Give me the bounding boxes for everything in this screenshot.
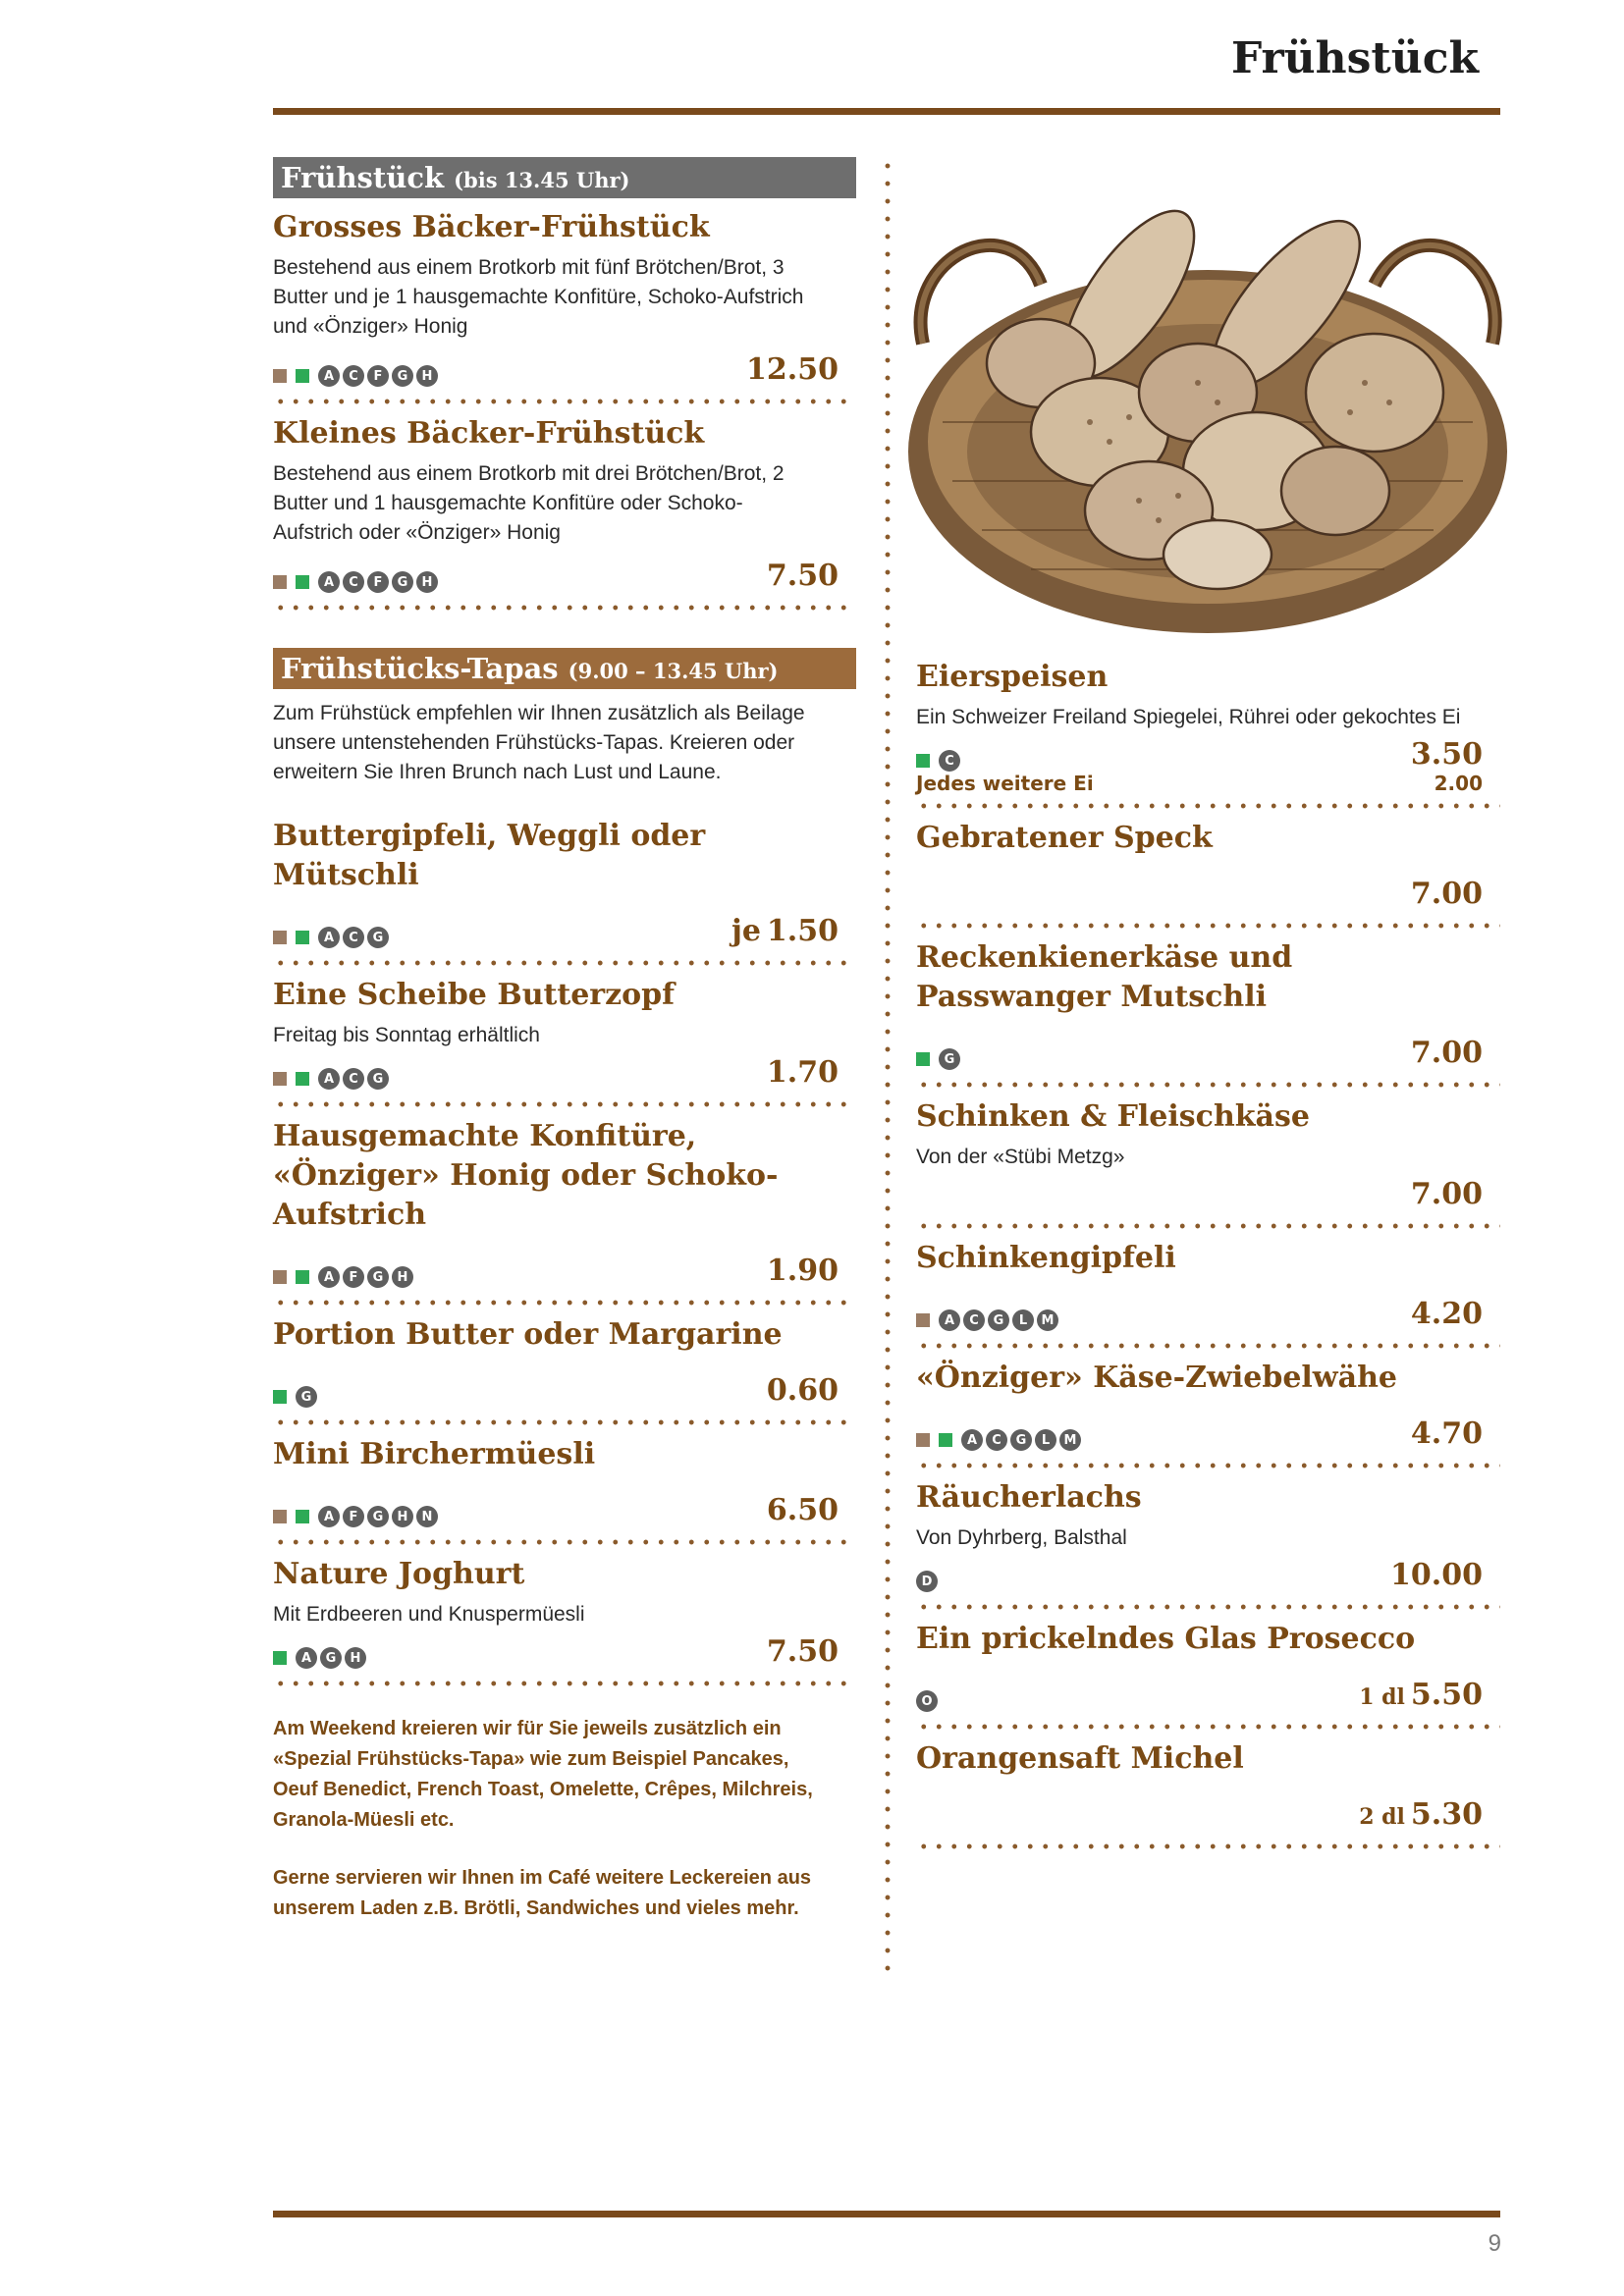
menu-item: [273, 1107, 856, 1306]
allergen-icon: A: [318, 1506, 340, 1527]
item-price: 3.50: [1410, 737, 1483, 772]
weekend-note: Am Weekend kreieren wir für Sie jeweils zusätzlich ein «Spezial Frühstücks-Tapa» wie zum Beispiel Pancakes, Oeuf Benedict, French Toast, Omelette, Crêpes, Milchreis, Granola-Müesli etc.: [273, 1718, 813, 1831]
bakery-square-icon: [273, 931, 287, 944]
item-description: Freitag bis Sonntag erhältlich: [273, 1024, 540, 1046]
top-divider: [273, 108, 1500, 115]
item-price: 6.50: [766, 1493, 839, 1527]
allergen-icon: C: [343, 927, 364, 948]
vegetarian-square-icon: [296, 1510, 309, 1523]
menu-item: [273, 198, 856, 404]
vegetarian-square-icon: [296, 931, 309, 944]
menu-item: [916, 929, 1500, 1088]
item-price: 4.70: [1410, 1416, 1483, 1451]
section-intro: Zum Frühstück empfehlen wir Ihnen zusätzlich als Beilage unsere untenstehenden Frühstücks-Tapas. Kreieren oder erweitern Sie Ihren Brunch nach Lust und Laune.: [273, 702, 805, 783]
allergen-icon: C: [343, 365, 364, 387]
menu-item: [273, 1545, 856, 1686]
allergen-icons: [273, 1647, 366, 1669]
item-price: 1.50: [766, 914, 839, 948]
item-description: Von der «Stübi Metzg»: [916, 1146, 1125, 1168]
allergen-icons: [273, 1068, 389, 1090]
allergen-icon: C: [939, 750, 960, 772]
allergen-icon: F: [343, 1266, 364, 1288]
item-price: 5.50: [1410, 1678, 1483, 1712]
allergen-icons: [273, 365, 438, 387]
item-description: Bestehend aus einem Brotkorb mit fünf Brötchen/Brot, 3 Butter und je 1 hausgemachte Konfitüre, Schoko-Aufstrich und «Önziger» Honig: [273, 256, 804, 338]
allergen-icon: A: [318, 1068, 340, 1090]
item-price: 10.00: [1390, 1558, 1483, 1592]
item-name: Kleines Bäcker-Frühstück: [273, 416, 705, 451]
item-price: 12.50: [746, 352, 839, 387]
item-price: 7.00: [1410, 1177, 1483, 1211]
allergen-icon: C: [343, 1068, 364, 1090]
section-title: Frühstücks-Tapas: [281, 652, 559, 685]
allergen-icon: A: [961, 1429, 983, 1451]
allergen-icon: G: [392, 571, 413, 593]
allergen-icon: G: [367, 1506, 389, 1527]
allergen-icons: [916, 1571, 938, 1592]
allergen-icon: F: [343, 1506, 364, 1527]
section-header-fruehstueck: [273, 157, 856, 198]
vegetarian-square-icon: [296, 369, 309, 383]
item-name: Schinkengipfeli: [916, 1241, 1176, 1275]
allergen-icon: H: [416, 571, 438, 593]
menu-item: [916, 1468, 1500, 1610]
allergen-icons: [273, 927, 389, 948]
item-name: Eierspeisen: [916, 660, 1109, 694]
allergen-icon: H: [392, 1266, 413, 1288]
vegetarian-square-icon: [916, 1052, 930, 1066]
item-description: Bestehend aus einem Brotkorb mit drei Brötchen/Brot, 2 Butter und 1 hausgemachte Konfitüre oder Schoko-Aufstrich oder «Önziger» Honig: [273, 462, 785, 544]
allergen-icon: A: [318, 1266, 340, 1288]
menu-item: [916, 809, 1500, 929]
column-divider: [885, 157, 891, 1983]
allergen-icon: F: [367, 365, 389, 387]
allergen-icons: [916, 1429, 1081, 1451]
menu-item: [273, 1425, 856, 1545]
allergen-icon: L: [1012, 1309, 1034, 1331]
item-name: Eine Scheibe Butterzopf: [273, 978, 676, 1012]
item-name: «Önziger» Käse-Zwiebelwähe: [916, 1361, 1397, 1395]
allergen-icons: [273, 1386, 317, 1408]
allergen-icon: M: [1037, 1309, 1058, 1331]
vegetarian-square-icon: [296, 575, 309, 589]
allergen-icon: A: [318, 927, 340, 948]
allergen-icon: C: [963, 1309, 985, 1331]
allergen-icon: A: [296, 1647, 317, 1669]
bread-basket-illustration: [903, 196, 1512, 648]
allergen-icon: G: [320, 1647, 342, 1669]
item-name: Buttergipfeli, Weggli oder Mütschli: [273, 819, 706, 892]
item-description: Von Dyhrberg, Balsthal: [916, 1526, 1127, 1549]
price-prefix: 1 dl: [1359, 1684, 1405, 1710]
item-name: Grosses Bäcker-Frühstück: [273, 210, 710, 244]
bottom-divider: [273, 2211, 1500, 2217]
price-prefix: 2 dl: [1359, 1804, 1405, 1830]
page-number: 9: [1488, 2230, 1501, 2257]
vegetarian-square-icon: [273, 1651, 287, 1665]
vegetarian-square-icon: [939, 1433, 952, 1447]
menu-item: [273, 807, 856, 966]
item-description: Ein Schweizer Freiland Spiegelei, Rührei oder gekochtes Ei: [916, 706, 1461, 728]
allergen-icon: G: [1010, 1429, 1032, 1451]
allergen-icons: [273, 571, 438, 593]
item-name: Hausgemachte Konfitüre, «Önziger» Honig oder Schoko-Aufstrich: [273, 1119, 779, 1232]
allergen-icons: [273, 1266, 413, 1288]
allergen-icon: H: [345, 1647, 366, 1669]
extra-egg-price: 2.00: [1434, 772, 1483, 795]
vegetarian-square-icon: [296, 1270, 309, 1284]
allergen-icon: F: [367, 571, 389, 593]
item-name: Nature Joghurt: [273, 1557, 525, 1591]
item-name: Räucherlachs: [916, 1480, 1142, 1515]
allergen-icon: D: [916, 1571, 938, 1592]
item-price: 1.70: [766, 1055, 839, 1090]
allergen-icon: A: [318, 365, 340, 387]
menu-item: [916, 1229, 1500, 1349]
item-price: 0.60: [766, 1373, 839, 1408]
allergen-icon: O: [916, 1690, 938, 1712]
bakery-square-icon: [273, 369, 287, 383]
allergen-icons: [916, 1690, 938, 1712]
allergen-icon: G: [392, 365, 413, 387]
vegetarian-square-icon: [296, 1072, 309, 1086]
allergen-icon: G: [367, 1068, 389, 1090]
extra-egg-label: Jedes weitere Ei: [916, 772, 1094, 795]
price-prefix: je: [731, 914, 761, 948]
menu-item: [273, 1306, 856, 1425]
menu-item: [916, 1088, 1500, 1229]
allergen-icon: A: [939, 1309, 960, 1331]
item-name: Orangensaft Michel: [916, 1741, 1244, 1776]
menu-item: [916, 648, 1500, 809]
menu-item: [273, 966, 856, 1107]
item-price: 7.50: [766, 559, 839, 593]
item-price: 5.30: [1410, 1797, 1483, 1832]
item-name: Schinken & Fleischkäse: [916, 1099, 1310, 1134]
allergen-icon: H: [416, 365, 438, 387]
bakery-square-icon: [273, 1072, 287, 1086]
allergen-icon: C: [343, 571, 364, 593]
bakery-square-icon: [273, 575, 287, 589]
item-name: Gebratener Speck: [916, 821, 1213, 855]
allergen-icon: H: [392, 1506, 413, 1527]
allergen-icon: C: [986, 1429, 1007, 1451]
allergen-icons: [916, 1048, 960, 1070]
item-price: 1.90: [766, 1254, 839, 1288]
item-name: Mini Birchermüesli: [273, 1437, 596, 1471]
item-name: Reckenkienerkäse und Passwanger Mutschli: [916, 940, 1293, 1014]
vegetarian-square-icon: [273, 1390, 287, 1404]
allergen-icon: G: [367, 1266, 389, 1288]
bread-basket-icon: [903, 196, 1512, 648]
allergen-icons: [273, 1506, 438, 1527]
menu-item: [916, 1349, 1500, 1468]
bakery-square-icon: [916, 1313, 930, 1327]
allergen-icon: A: [318, 571, 340, 593]
item-name: Ein prickelndes Glas Prosecco: [916, 1622, 1416, 1656]
item-name: Portion Butter oder Margarine: [273, 1317, 783, 1352]
menu-item: [916, 1730, 1500, 1849]
allergen-icons: [916, 750, 960, 772]
allergen-icon: M: [1059, 1429, 1081, 1451]
allergen-icon: G: [367, 927, 389, 948]
section-header-tapas: [273, 648, 856, 689]
right-column: [916, 648, 1500, 1849]
shop-note: Gerne servieren wir Ihnen im Café weitere Leckereien aus unserem Laden z.B. Brötli, Sandwiches und vieles mehr.: [273, 1867, 812, 1919]
bakery-square-icon: [916, 1433, 930, 1447]
section-subtitle: (9.00 – 13.45 Uhr): [568, 659, 779, 683]
item-price: 7.50: [766, 1634, 839, 1669]
item-price: 4.20: [1410, 1297, 1483, 1331]
section-subtitle: (bis 13.45 Uhr): [454, 168, 630, 192]
page-title: Frühstück: [1231, 33, 1479, 83]
left-column: [273, 157, 856, 1924]
menu-item: [273, 404, 856, 611]
allergen-icons: [916, 1309, 1058, 1331]
allergen-icon: G: [988, 1309, 1009, 1331]
item-description: Mit Erdbeeren und Knuspermüesli: [273, 1603, 585, 1626]
allergen-icon: N: [416, 1506, 438, 1527]
section-title: Frühstück: [281, 161, 445, 194]
menu-item: [916, 1610, 1500, 1730]
allergen-icon: G: [296, 1386, 317, 1408]
item-price: 7.00: [1410, 1036, 1483, 1070]
bakery-square-icon: [273, 1510, 287, 1523]
vegetarian-square-icon: [916, 754, 930, 768]
item-price: 7.00: [1410, 877, 1483, 911]
allergen-icon: L: [1035, 1429, 1056, 1451]
allergen-icon: G: [939, 1048, 960, 1070]
bakery-square-icon: [273, 1270, 287, 1284]
